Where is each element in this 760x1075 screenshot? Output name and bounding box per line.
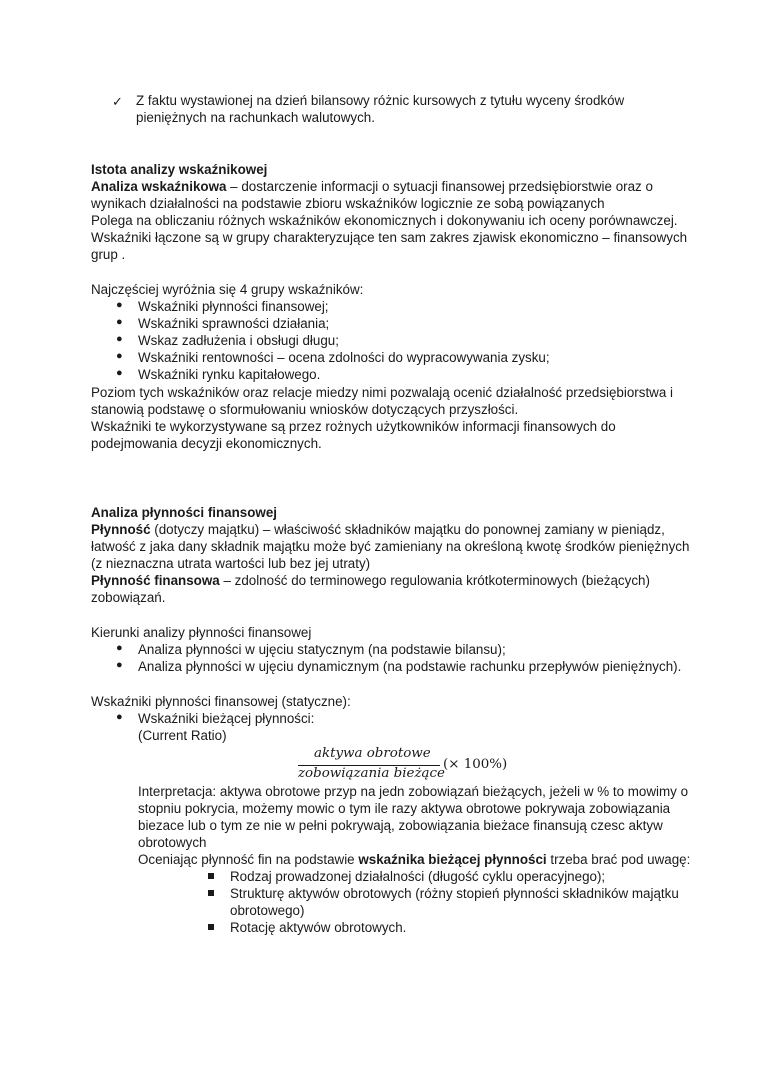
static-ratios-intro: Wskaźniki płynności finansowej (statyczne): — [91, 694, 351, 709]
list-item: Wskaźniki sprawności działania; — [138, 316, 330, 331]
definition-financial-liquidity — [91, 572, 650, 589]
factor-item: Strukturę aktywów obrotowych (różny stopień płynności składników majątku — [230, 886, 679, 901]
paragraph-line: Poziom tych wskaźników oraz relacje miedzy nimi pozwalają ocenić działalność przedsiębiorstwa i — [91, 385, 673, 400]
list-item: Wskaźniki rynku kapitałowego. — [138, 367, 321, 382]
interpretation-line: biezace lub o tym ze nie w pełni pokrywają, zobowiązania bieżace finansują czesc aktyw — [138, 818, 663, 833]
paragraph-line: Wskaźniki te wykorzystywane są przez rożnych użytkowników informacji finansowych do — [91, 419, 616, 434]
section-heading-ratio-analysis: Istota analizy wskaźnikowej — [91, 162, 268, 177]
paragraph-line: (z nieznaczna utrata wartości lub bez jej utraty) — [91, 556, 371, 571]
paragraph-line: łatwość z jaka dany składnik majątku może być zamieniany na określoną kwotę środków pieniężnych — [91, 539, 690, 554]
list-item: Analiza płynności w ujęciu statycznym (na podstawie bilansu); — [138, 642, 506, 657]
bullet-icon: ● — [116, 299, 123, 311]
square-bullet-icon — [208, 924, 214, 930]
square-bullet-icon — [208, 873, 214, 879]
bullet-icon: ● — [116, 333, 123, 345]
formula-suffix: (× 100%) — [443, 757, 508, 772]
square-bullet-icon — [208, 890, 214, 896]
bullet-icon: ● — [116, 316, 123, 328]
bullet-icon: ● — [116, 711, 123, 723]
bullet-icon: ● — [116, 642, 123, 654]
factor-item-continued: obrotowego) — [230, 903, 305, 918]
assessment-pre: Oceniając płynność fin na podstawie — [138, 852, 359, 867]
section-heading-liquidity: Analiza płynności finansowej — [91, 505, 278, 520]
bullet-icon: ● — [116, 367, 123, 379]
list-item: Wskaz zadłużenia i obsługi długu; — [138, 333, 339, 348]
definition-text: – zdolność do terminowego regulowania krótkoterminowych (bieżących) — [219, 573, 650, 588]
list-item: Wskaźniki płynności finansowej; — [138, 299, 329, 314]
paragraph-line: zobowiązań. — [91, 590, 166, 605]
paragraph-line: podejmowania decyzji ekonomicznych. — [91, 436, 322, 451]
intro-item-line-1: Z faktu wystawionej na dzień bilansowy różnic kursowych z tytułu wyceny środków — [136, 93, 625, 108]
bullet-icon: ● — [116, 350, 123, 362]
paragraph-line: Polega na obliczaniu różnych wskaźników ekonomicznych i dokonywaniu ich oceny porównawczej. — [91, 213, 678, 228]
interpretation-line: Interpretacja: aktywa obrotowe przyp na jedn zobowiązań bieżących, jeżeli w % to mowimy o — [138, 784, 689, 799]
list-item: Analiza płynności w ujęciu dynamicznym (na podstawie rachunku przepływów pieniężnych). — [138, 659, 682, 674]
directions-intro: Kierunki analizy płynności finansowej — [91, 625, 312, 640]
paragraph-line: grup . — [91, 247, 126, 262]
definition-term: Płynność — [91, 522, 151, 537]
assessment-post: trzeba brać pod uwagę: — [546, 852, 691, 867]
list-item: Wskaźniki rentowności – ocena zdolności do wypracowywania zysku; — [138, 350, 550, 365]
paragraph-line: wynikach działalności na podstawie zbioru wskaźników logicznie ze sobą powiązanych — [91, 196, 605, 211]
interpretation-line: obrotowych — [138, 835, 207, 850]
groups-intro: Najczęściej wyróżnia się 4 grupy wskaźników: — [91, 282, 364, 297]
bullet-icon: ● — [116, 659, 123, 671]
paragraph-line: stanowią podstawę o sformułowaniu wniosków dotyczących przyszłości. — [91, 402, 519, 417]
current-ratio-label: (Current Ratio) — [138, 728, 227, 743]
intro-item-line-2: pieniężnych na rachunkach walutowych. — [136, 110, 375, 125]
definition-ratio-analysis — [91, 178, 653, 195]
interpretation-line: stopniu pokrycia, możemy mowic o tym ile razy aktywa obrotowe pokrywaja zobowiązania — [138, 801, 671, 816]
definition-term: Analiza wskaźnikowa — [91, 179, 227, 194]
definition-text: – dostarczenie informacji o sytuacji finansowej przedsiębiorstwie oraz o — [226, 179, 653, 194]
definition-text: (dotyczy majątku) – właściwość składników majątku do ponownej zamiany w pieniądz, — [150, 522, 665, 537]
assessment-line — [138, 851, 690, 868]
definition-liquidity — [91, 521, 665, 538]
list-item: Wskaźniki bieżącej płynności: — [138, 711, 315, 726]
factor-item: Rodzaj prowadzonej działalności (długość cyklu operacyjnego); — [230, 869, 606, 884]
definition-term: Płynność finansowa — [91, 573, 220, 588]
assessment-bold: wskaźnika bieżącej płynności — [358, 852, 547, 867]
formula-numerator: aktywa obrotowe — [314, 746, 431, 761]
checkmark-icon: ✓ — [112, 94, 123, 109]
paragraph-line: Wskaźniki łączone są w grupy charakteryzujące ten sam zakres zjawisk ekonomiczno – finansowych — [91, 230, 688, 245]
formula-denominator: zobowiązania bieżące — [298, 766, 445, 781]
factor-item: Rotację aktywów obrotowych. — [230, 920, 407, 935]
